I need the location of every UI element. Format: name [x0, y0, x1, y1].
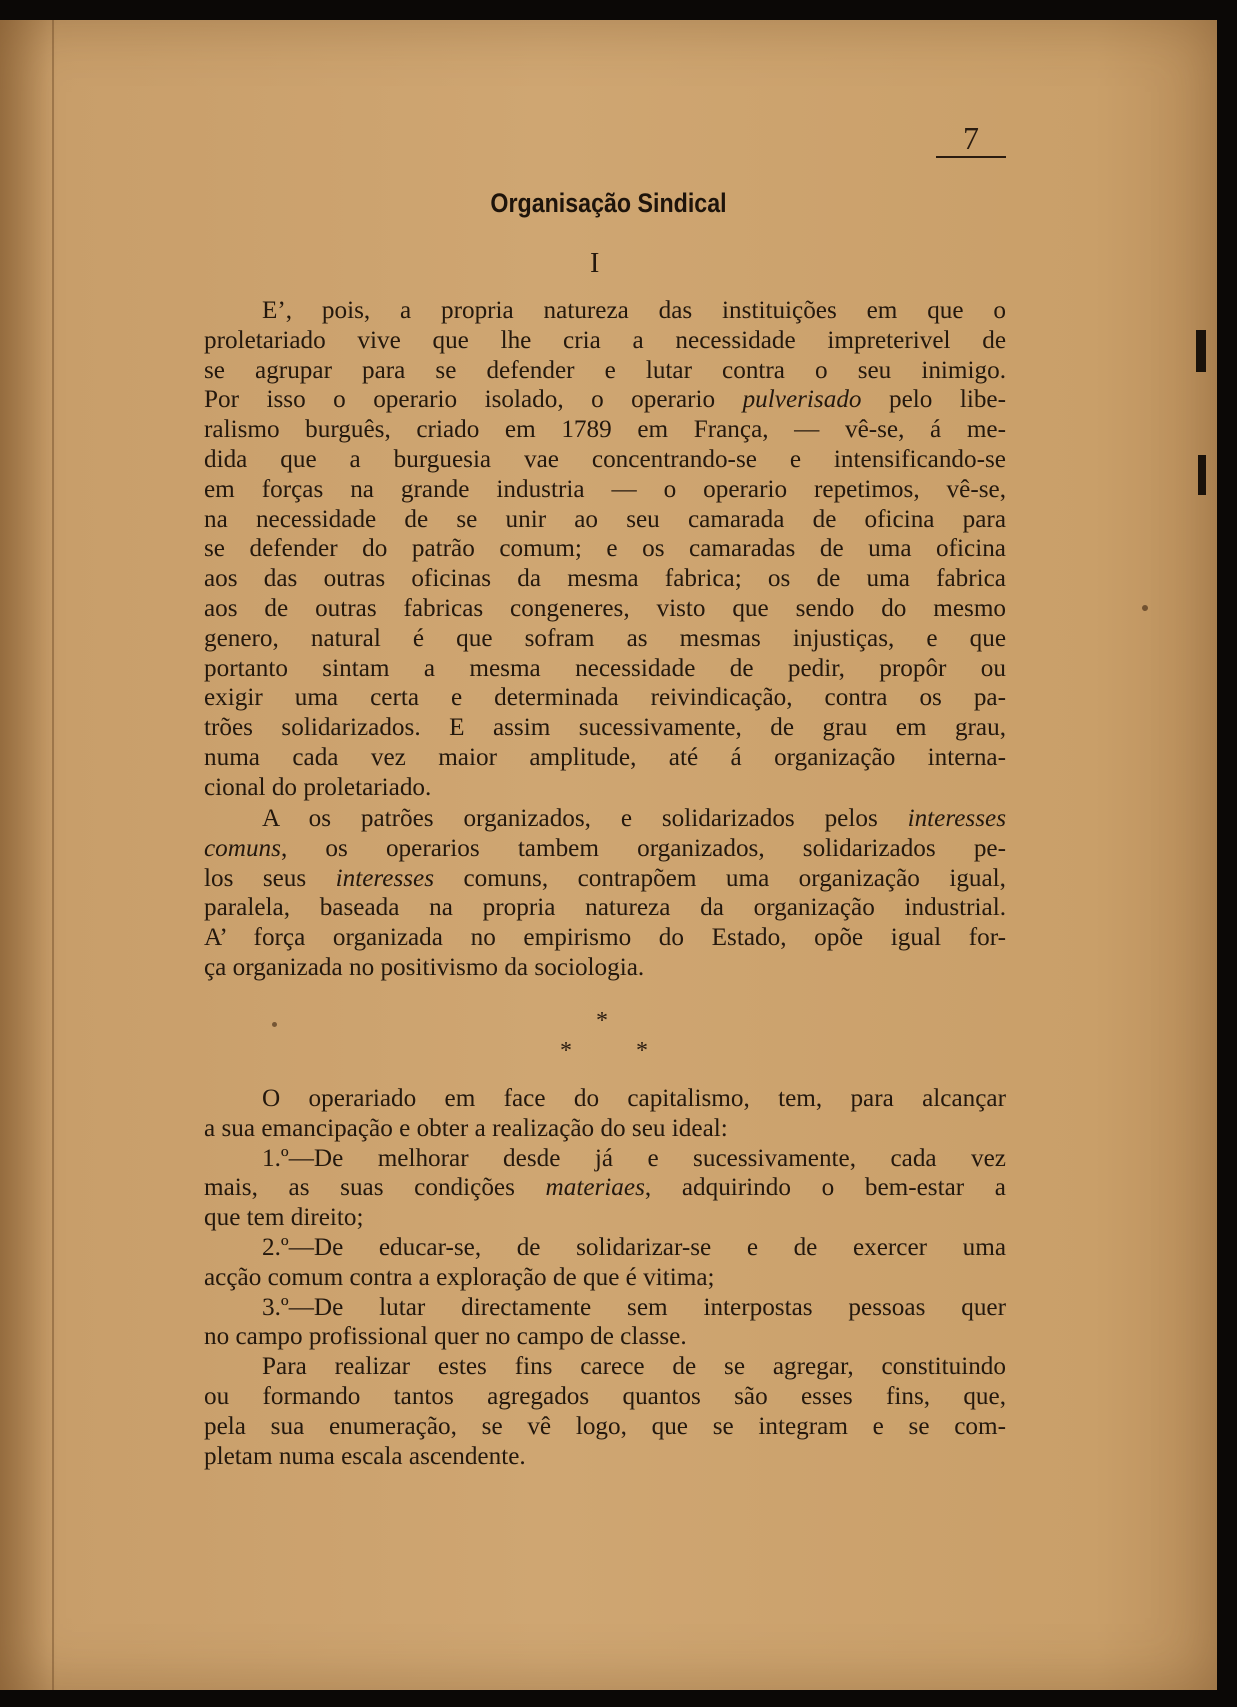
asterisk: * [560, 1038, 572, 1064]
text-line [204, 1084, 1006, 1114]
text-run: em forças na grande industria — o operario repetimos, vê-se, [204, 475, 1006, 503]
text-line [204, 864, 1006, 894]
text-line [204, 1263, 1006, 1293]
text-run: O operariado em face do capitalismo, tem, para alcançar [262, 1085, 1006, 1112]
text-run: paralela, baseada na propria natureza da organização industrial. [204, 894, 1006, 922]
text-run: aos das outras oficinas da mesma fabrica; os de uma fabrica [204, 565, 1006, 593]
ink-smudge [272, 1022, 277, 1027]
edge-tear-mark [1196, 330, 1206, 372]
text-line [204, 1412, 1006, 1442]
italic-text: materiaes [545, 1174, 645, 1202]
text-line [204, 1233, 1006, 1263]
text-run: , adquirindo o bem-estar a [644, 1174, 1006, 1202]
text-line [204, 713, 1006, 743]
text-line [204, 326, 1006, 356]
text-line [204, 534, 1006, 564]
text-line [204, 356, 1006, 386]
text-run: que tem direito; [204, 1204, 364, 1232]
text-run: los seus [204, 864, 336, 892]
text-run: 3.º—De lutar directamente sem interpostas pessoas quer [262, 1293, 1006, 1321]
asterisk: * [636, 1038, 648, 1064]
text-run: aos de outras fabricas congeneres, visto que sendo do mesmo [204, 594, 1006, 622]
text-run: ralismo burguês, criado em 1789 em França, — vê-se, á me- [204, 416, 1006, 444]
text-line [204, 505, 1006, 535]
text-run: pletam numa escala ascendente. [204, 1442, 526, 1470]
text-line [204, 1203, 1006, 1233]
text-line [204, 385, 1006, 415]
text-run: A’ força organizada no empirismo do Estado, opõe igual for- [204, 924, 1006, 952]
text-run: na necessidade de se unir ao seu camarada de oficina para [204, 505, 1006, 533]
text-run: E’, pois, a propria natureza das instituições em que o [262, 297, 1006, 324]
italic-text: interesses [335, 864, 435, 892]
text-run: acção comum contra a exploração de que é vitima; [204, 1263, 715, 1291]
text-line [204, 1173, 1006, 1203]
text-run: mais, as suas condições [204, 1174, 546, 1202]
italic-text: interesses [907, 805, 1006, 832]
text-line [204, 1114, 1006, 1144]
text-run: exigir uma certa e determinada reivindicação, contra os pa- [204, 684, 1006, 712]
ink-smudge [1142, 605, 1148, 611]
text-run: no campo profissional quer no campo de classe. [204, 1323, 687, 1351]
text-line [204, 445, 1006, 475]
text-run: Para realizar estes fins carece de se agregar, constituindo [262, 1353, 1006, 1381]
text-run: numa cada vez maior amplitude, até á organização interna- [204, 743, 1006, 771]
text-line [204, 773, 1006, 803]
italic-text: comuns [204, 834, 281, 862]
text-line [204, 1144, 1006, 1174]
text-line [204, 834, 1006, 864]
text-run: ou formando tantos agregados quantos são esses fins, que, [204, 1382, 1006, 1410]
text-run: 2.º—De educar-se, de solidarizar-se e de exercer uma [262, 1233, 1006, 1261]
asterism-separator [540, 1008, 680, 1068]
text-run: pelo libe- [861, 386, 1006, 414]
text-run: trões solidarizados. E assim sucessivamente, de grau em grau, [204, 714, 1006, 742]
text-run: 1.º—De melhorar desde já e sucessivamente, cada vez [262, 1144, 1006, 1172]
text-run: se agrupar para se defender e lutar contra o seu inimigo. [204, 356, 1006, 384]
text-line [204, 893, 1006, 923]
text-run: cional do proletariado. [204, 773, 432, 801]
text-line [204, 743, 1006, 773]
text-line [204, 594, 1006, 624]
text-line [204, 475, 1006, 505]
text-line [204, 683, 1006, 713]
text-line [204, 296, 1006, 326]
text-run: proletariado vive que lhe cria a necessidade impreterivel de [204, 326, 1006, 354]
paragraph-3 [204, 1084, 1006, 1471]
italic-text: pulverisado [742, 386, 862, 414]
text-line [204, 923, 1006, 953]
text-run: , os operarios tambem organizados, solidarizados pe- [280, 834, 1006, 862]
text-run: genero, natural é que sofram as mesmas injustiças, e que [204, 624, 1006, 652]
text-line [204, 1293, 1006, 1323]
text-line [204, 953, 1006, 983]
text-line [204, 1442, 1006, 1472]
text-run: dida que a burguesia vae concentrando-se e intensificando-se [204, 445, 1006, 473]
text-run: a sua emancipação e obter a realização do seu ideal: [204, 1114, 728, 1142]
edge-tear-mark [1198, 455, 1206, 495]
text-line [204, 415, 1006, 445]
text-line [204, 564, 1006, 594]
paragraph-2 [204, 804, 1006, 983]
text-line [204, 654, 1006, 684]
text-run: A os patrões organizados, e solidarizados pelos [262, 805, 908, 832]
section-numeral: I [590, 248, 600, 279]
text-line [204, 624, 1006, 654]
text-line [204, 804, 1006, 834]
page-fold-line [52, 20, 54, 1690]
text-run: ça organizada no positivismo da sociologia. [204, 953, 645, 981]
text-run: Por isso o operario isolado, o operario [204, 386, 743, 414]
text-line [204, 1352, 1006, 1382]
text-line [204, 1382, 1006, 1412]
text-run: portanto sintam a mesma necessidade de pedir, propôr ou [204, 654, 1006, 682]
text-line [204, 1322, 1006, 1352]
text-run: se defender do patrão comum; e os camaradas de uma oficina [204, 535, 1006, 563]
asterisk: * [596, 1008, 608, 1034]
text-run: pela sua enumeração, se vê logo, que se integram e se com- [204, 1412, 1006, 1440]
text-run: comuns, contrapõem uma organização igual, [434, 864, 1006, 892]
page-number: 7 [936, 120, 1006, 158]
paragraph-1 [204, 296, 1006, 803]
document-title: Organisação Sindical [490, 188, 727, 218]
